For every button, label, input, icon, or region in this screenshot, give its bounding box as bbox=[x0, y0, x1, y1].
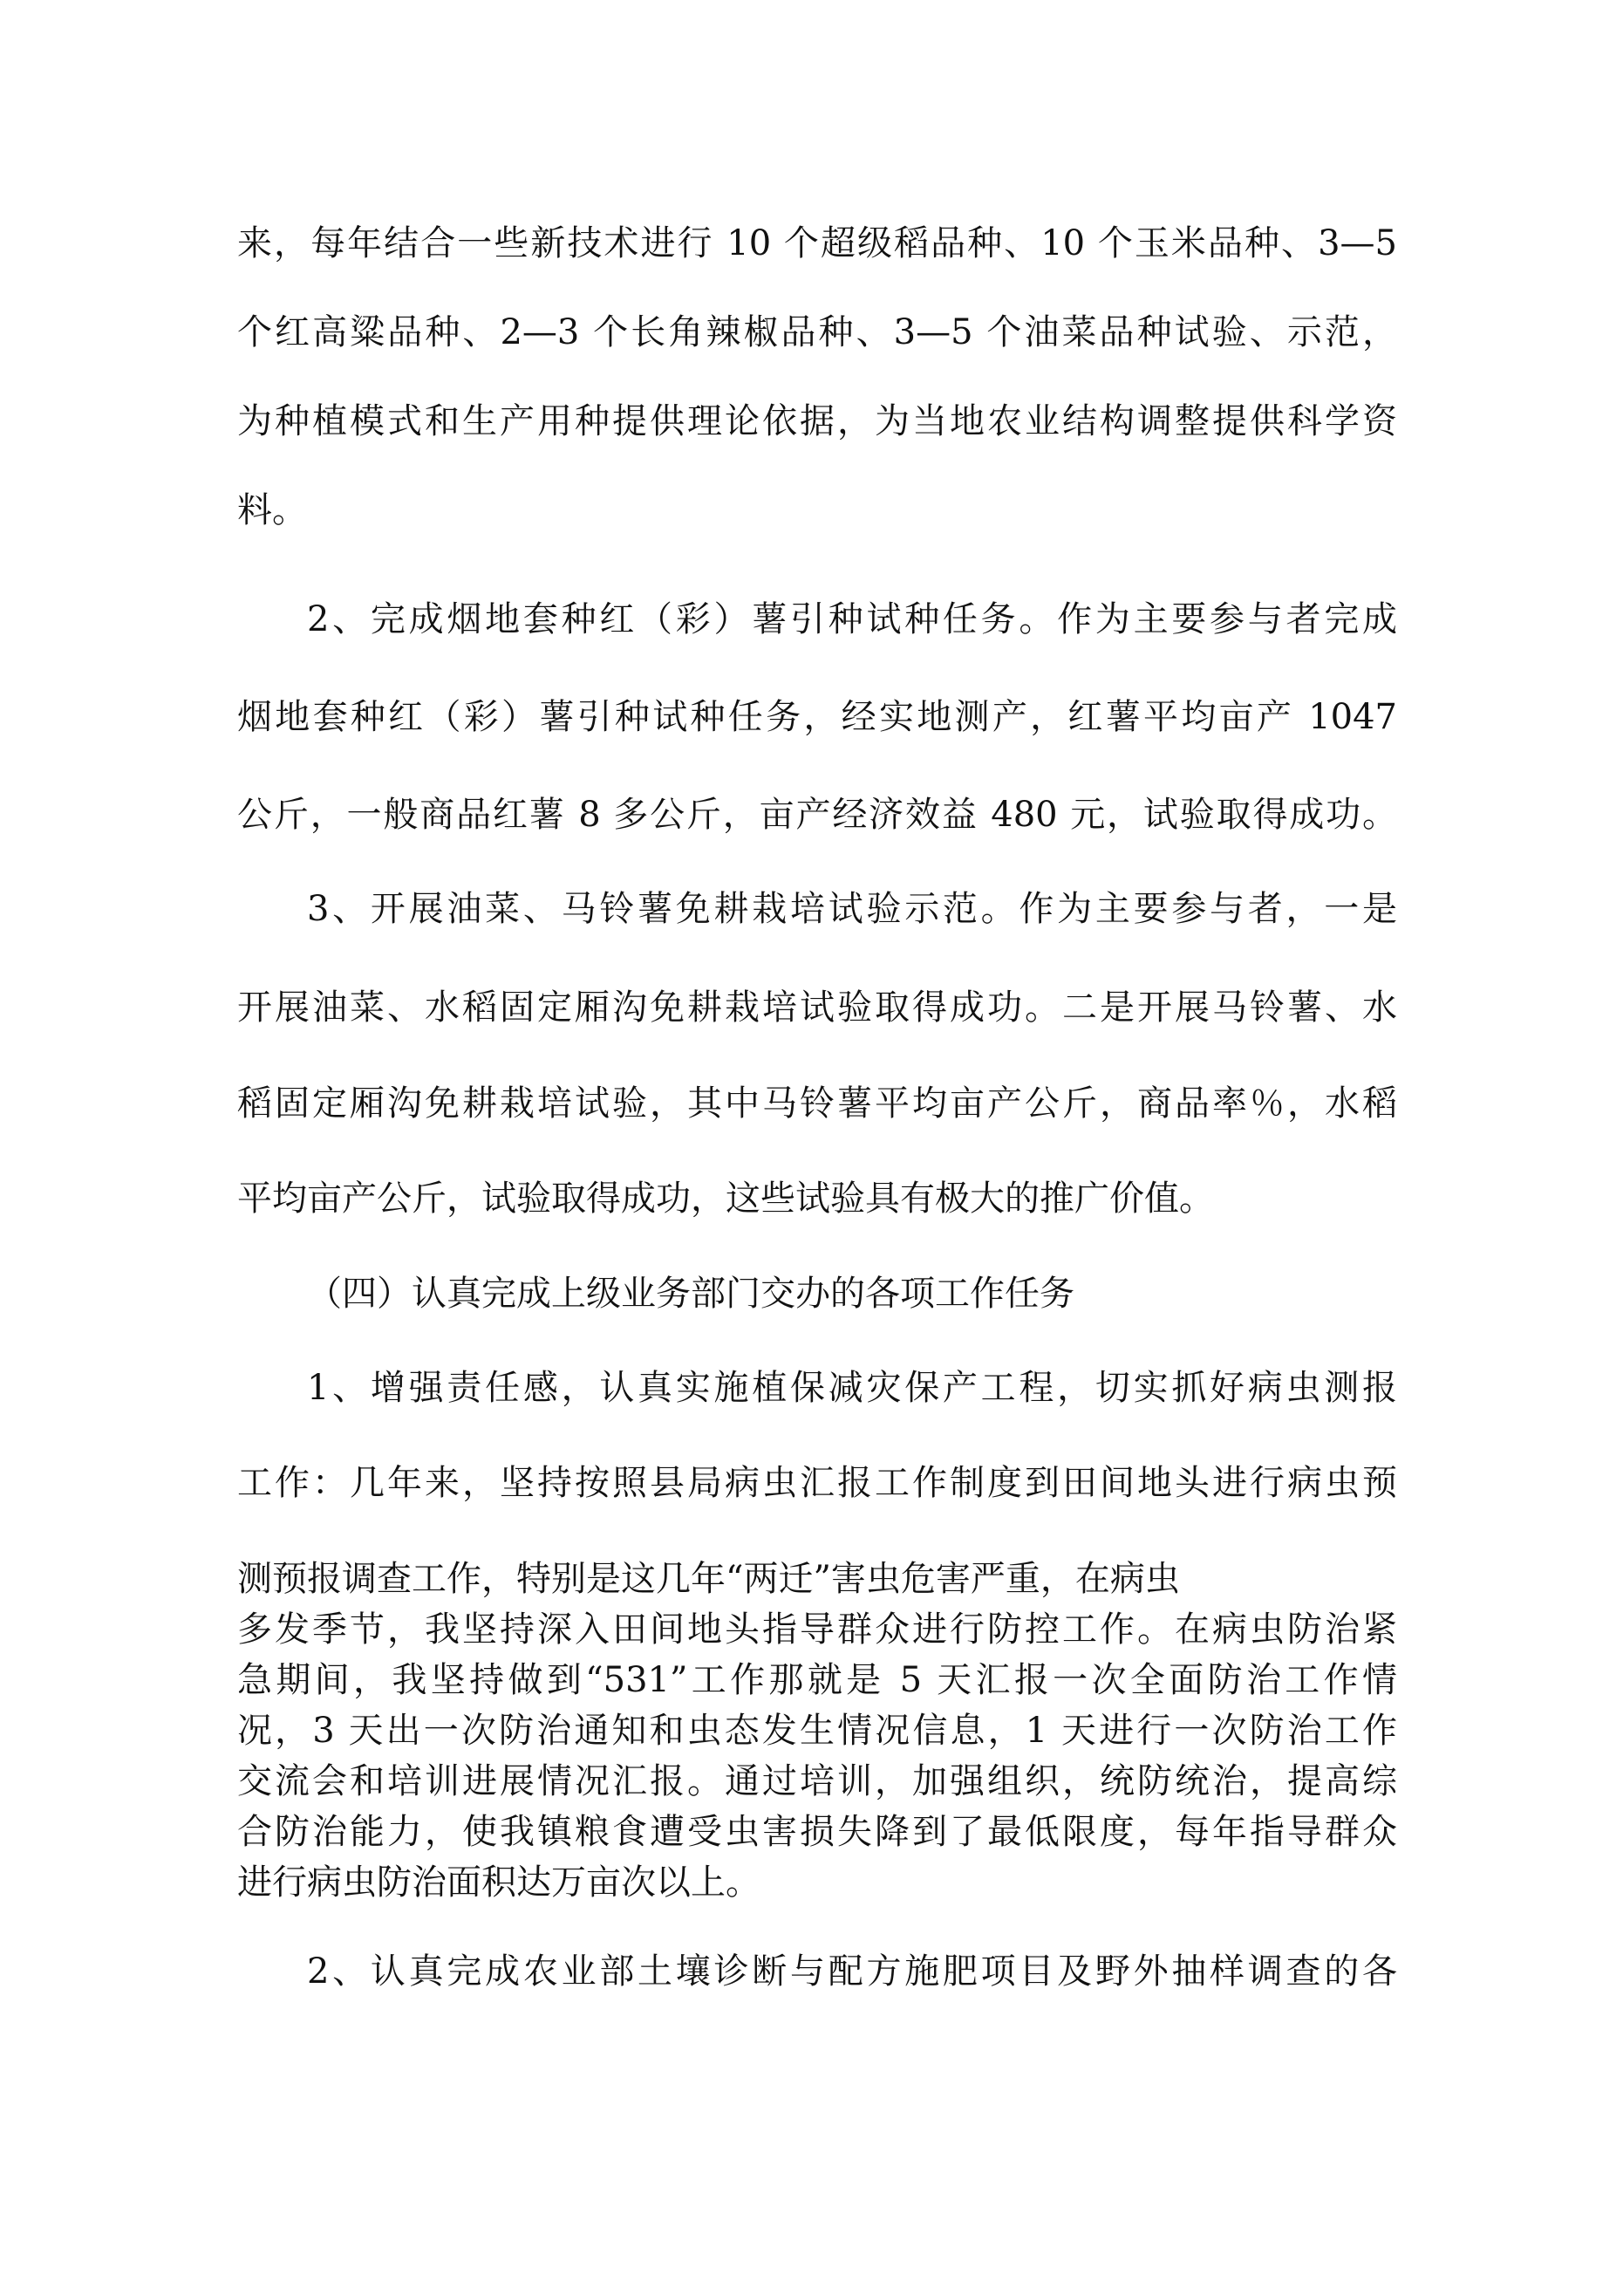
text-line-1: 来，每年结合一些新技术进行 10 个超级稻品种、10 个玉米品种、3—5 bbox=[237, 223, 1397, 263]
text-line-15: 测预报调查工作，特别是这几年“两迁”害虫危害严重，在病虫 bbox=[237, 1559, 1180, 1599]
text-line-18: 况，3 天出一次防治通知和虫态发生情况信息，1 天进行一次防治工作 bbox=[237, 1711, 1397, 1751]
text-line-7: 公斤，一般商品红薯 8 多公斤，亩产经济效益 480 元，试验取得成功。 bbox=[237, 795, 1397, 835]
text-line-6: 烟地套种红（彩）薯引种试种任务，经实地测产，红薯平均亩产 1047 bbox=[237, 697, 1397, 737]
text-line-21: 进行病虫防治面积达万亩次以上。 bbox=[237, 1862, 760, 1903]
text-line-16: 多发季节，我坚持深入田间地头指导群众进行防控工作。在病虫防治紧 bbox=[237, 1609, 1397, 1650]
text-line-4: 料。 bbox=[237, 490, 307, 530]
text-line-3: 为种植模式和生产用种提供理论依据，为当地农业结构调整提供科学资 bbox=[237, 401, 1397, 441]
text-line-10: 稻固定厢沟免耕栽培试验，其中马铃薯平均亩产公斤，商品率％，水稻 bbox=[237, 1083, 1397, 1124]
paragraph-3-line-1: 3、开展油菜、马铃薯免耕栽培试验示范。作为主要参与者，一是 bbox=[307, 889, 1397, 929]
text-line-2: 个红高粱品种、2—3 个长角辣椒品种、3—5 个油菜品种试验、示范， bbox=[237, 312, 1397, 352]
text-line-11: 平均亩产公斤，试验取得成功，这些试验具有极大的推广价值。 bbox=[237, 1179, 1214, 1219]
paragraph-2-line-1: 2、完成烟地套种红（彩）薯引种试种任务。作为主要参与者完成 bbox=[307, 599, 1397, 639]
text-line-20: 合防治能力，使我镇粮食遭受虫害损失降到了最低限度，每年指导群众 bbox=[237, 1812, 1397, 1852]
text-line-9: 开展油菜、水稻固定厢沟免耕栽培试验取得成功。二是开展马铃薯、水 bbox=[237, 987, 1397, 1028]
text-line-19: 交流会和培训进展情况汇报。通过培训，加强组织，统防统治，提高综 bbox=[237, 1761, 1397, 1801]
text-line-14: 工作：几年来，坚持按照县局病虫汇报工作制度到田间地头进行病虫预 bbox=[237, 1463, 1397, 1503]
paragraph-4-line-1: 1、增强责任感，认真实施植保减灾保产工程，切实抓好病虫测报 bbox=[307, 1368, 1397, 1408]
paragraph-5-line-1: 2、认真完成农业部土壤诊断与配方施肥项目及野外抽样调查的各 bbox=[307, 1951, 1397, 1992]
text-line-17: 急期间，我坚持做到“531”工作那就是 5 天汇报一次全面防治工作情 bbox=[237, 1660, 1397, 1700]
section-heading: （四）认真完成上级业务部门交办的各项工作任务 bbox=[307, 1274, 1074, 1314]
